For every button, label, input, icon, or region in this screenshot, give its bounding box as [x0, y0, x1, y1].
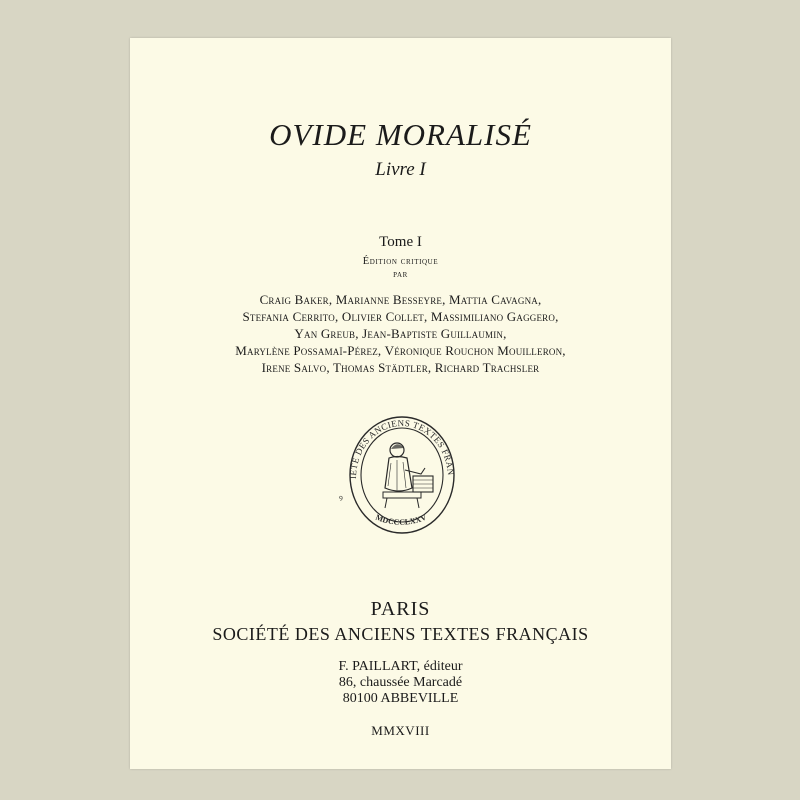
svg-text:ꝰ: ꝰ — [339, 494, 343, 505]
publication-year: MMXVIII — [371, 723, 430, 738]
publisher-line: 80100 ABBEVILLE — [342, 691, 459, 706]
svg-text:MDCCCLXXV: MDCCCLXXV — [374, 512, 428, 527]
publisher-address — [130, 659, 671, 707]
publication-city: PARIS — [370, 598, 431, 620]
book-cover — [130, 38, 671, 769]
authors-line: Craig Baker, Marianne Besseyre, Mattia Cavagna, — [259, 292, 542, 307]
authors-line: Yan Greub, Jean-Baptiste Guillaumin, — [294, 326, 507, 341]
publisher-line: F. PAILLART, éditeur — [338, 659, 463, 674]
publisher-line: 86, chaussée Marcadé — [338, 675, 463, 690]
tome-label: Tome I — [379, 234, 422, 250]
authors-line: Marylène Possamaï-Pérez, Véronique Rouchon Mouilleron, — [235, 343, 566, 358]
society-seal-icon — [325, 400, 475, 540]
book-subtitle: Livre I — [375, 159, 426, 180]
book-title: OVIDE MORALISÉ — [269, 117, 532, 152]
par-label: par — [393, 269, 408, 280]
authors-list — [130, 291, 671, 376]
authors-line: Stefania Cerrito, Olivier Collet, Massimiliano Gaggero, — [242, 309, 559, 324]
publisher-society: SOCIÉTÉ DES ANCIENS TEXTES FRANÇAIS — [212, 624, 589, 644]
svg-text:SOCIETE DES ANCIENS TEXTES FRA: IETE DES ANCIENS TEXTES FRAN — [347, 417, 457, 480]
authors-line: Irene Salvo, Thomas Städtler, Richard Trachsler — [261, 360, 540, 375]
edition-label: Édition critique — [362, 256, 439, 267]
